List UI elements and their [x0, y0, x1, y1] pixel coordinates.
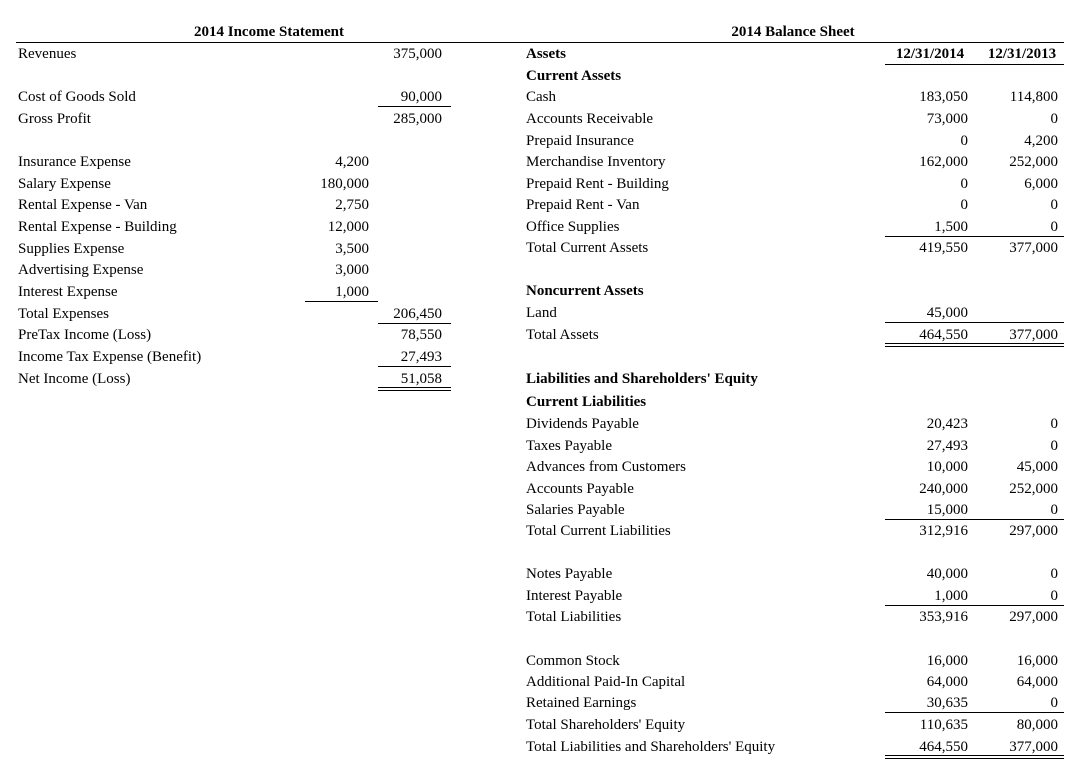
current-asset-value-2013: 0	[1050, 219, 1058, 235]
cogs-underline	[378, 106, 451, 107]
expense-value: 1,000	[335, 284, 369, 300]
equity-underline	[885, 712, 1064, 713]
noncurrent-liabilities-underline	[885, 605, 1064, 606]
net-income-label: Net Income (Loss)	[18, 371, 131, 387]
current-asset-value-2013: 0	[1050, 197, 1058, 213]
total-assets-2013: 377,000	[1009, 327, 1058, 343]
current-liability-label: Taxes Payable	[526, 438, 613, 454]
current-asset-value-2014: 0	[960, 133, 968, 149]
revenues-label: Revenues	[18, 46, 77, 62]
noncurrent-liability-label: Interest Payable	[526, 588, 623, 604]
total-current-liabilities-label: Total Current Liabilities	[526, 523, 671, 539]
equity-label: Additional Paid-In Capital	[526, 674, 686, 690]
current-liability-value-2013: 45,000	[1016, 459, 1058, 475]
tax-underline	[378, 366, 451, 367]
current-asset-value-2014: 1,500	[934, 219, 968, 235]
net-income-value: 51,058	[400, 371, 442, 387]
current-liability-label: Accounts Payable	[526, 481, 634, 497]
total-current-liabilities-2013: 297,000	[1009, 523, 1058, 539]
current-asset-value-2013: 6,000	[1024, 176, 1058, 192]
current-liability-label: Salaries Payable	[526, 502, 625, 518]
tax-value: 27,493	[400, 349, 442, 365]
current-liability-value-2013: 0	[1050, 502, 1058, 518]
expense-value: 3,500	[335, 241, 369, 257]
expense-label: Interest Expense	[18, 284, 118, 300]
balance-sheet-title: 2014 Balance Sheet	[731, 24, 855, 40]
cogs-label: Cost of Goods Sold	[18, 89, 136, 105]
current-liability-value-2013: 252,000	[1009, 481, 1058, 497]
column-header-2014: 12/31/2014	[895, 46, 965, 62]
pretax-value: 78,550	[400, 327, 442, 343]
land-underline	[885, 322, 1064, 323]
expense-label: Rental Expense - Building	[18, 219, 177, 235]
expense-label: Advertising Expense	[18, 262, 144, 278]
current-asset-label: Merchandise Inventory	[526, 154, 666, 170]
expense-label: Supplies Expense	[18, 241, 125, 257]
current-liability-value-2014: 10,000	[926, 459, 968, 475]
current-liability-value-2014: 240,000	[919, 481, 968, 497]
current-liabilities-underline	[885, 519, 1064, 520]
income-statement-title: 2014 Income Statement	[194, 24, 344, 40]
expense-label: Salary Expense	[18, 176, 111, 192]
total-assets-double-underline	[885, 343, 1064, 347]
expense-value: 3,000	[335, 262, 369, 278]
expense-value: 4,200	[335, 154, 369, 170]
current-asset-label: Office Supplies	[526, 219, 620, 235]
equity-value-2014: 64,000	[926, 674, 968, 690]
total-assets-label: Total Assets	[526, 327, 599, 343]
expenses-underline	[305, 301, 378, 302]
current-asset-value-2013: 252,000	[1009, 154, 1058, 170]
current-liability-label: Dividends Payable	[526, 416, 639, 432]
total-expenses-underline	[378, 323, 451, 324]
tax-label: Income Tax Expense (Benefit)	[18, 349, 202, 365]
cogs-value: 90,000	[400, 89, 442, 105]
noncurrent-liability-label: Notes Payable	[526, 566, 613, 582]
total-equity-label: Total Shareholders' Equity	[526, 717, 686, 733]
current-assets-heading: Current Assets	[526, 68, 622, 84]
total-liabilities-label: Total Liabilities	[526, 609, 622, 625]
total-current-assets-label: Total Current Assets	[526, 240, 649, 256]
current-asset-value-2014: 0	[960, 176, 968, 192]
liabilities-equity-heading: Liabilities and Shareholders' Equity	[526, 371, 758, 387]
equity-value-2013: 0	[1050, 695, 1058, 711]
noncurrent-liability-value-2014: 40,000	[926, 566, 968, 582]
total-current-liabilities-2014: 312,916	[919, 523, 968, 539]
total-liabilities-equity-label: Total Liabilities and Shareholders' Equity	[526, 739, 776, 755]
total-expenses-label: Total Expenses	[18, 306, 110, 322]
current-asset-label: Cash	[526, 89, 556, 105]
total-current-assets-2013: 377,000	[1009, 240, 1058, 256]
total-expenses-value: 206,450	[393, 306, 442, 322]
total-current-assets-2014: 419,550	[919, 240, 968, 256]
current-asset-value-2014: 73,000	[926, 111, 968, 127]
current-asset-value-2013: 114,800	[1009, 89, 1058, 105]
total-liabilities-equity-double-underline	[885, 755, 1064, 759]
current-asset-value-2014: 162,000	[919, 154, 968, 170]
land-value-2014: 45,000	[926, 305, 968, 321]
noncurrent-liability-value-2013: 0	[1050, 588, 1058, 604]
balance-title-rule	[522, 42, 1064, 43]
current-asset-value-2014: 183,050	[919, 89, 968, 105]
total-liabilities-equity-2014: 464,550	[919, 739, 968, 755]
equity-value-2014: 16,000	[926, 653, 968, 669]
current-asset-value-2013: 4,200	[1024, 133, 1058, 149]
gross-profit-label: Gross Profit	[18, 111, 91, 127]
assets-heading: Assets	[526, 46, 566, 62]
expense-label: Insurance Expense	[18, 154, 131, 170]
equity-label: Retained Earnings	[526, 695, 637, 711]
net-income-double-underline	[378, 387, 451, 391]
column-header-2013: 12/31/2013	[987, 46, 1057, 62]
column-header-underline	[885, 64, 1064, 65]
total-assets-2014: 464,550	[919, 327, 968, 343]
expense-value: 180,000	[320, 176, 369, 192]
land-label: Land	[526, 305, 557, 321]
total-liabilities-2013: 297,000	[1009, 609, 1058, 625]
current-asset-label: Prepaid Insurance	[526, 133, 634, 149]
total-equity-2014: 110,635	[919, 717, 968, 733]
gross-profit-value: 285,000	[393, 111, 442, 127]
current-asset-value-2014: 0	[960, 197, 968, 213]
noncurrent-assets-heading: Noncurrent Assets	[526, 283, 644, 299]
current-liability-value-2014: 20,423	[926, 416, 968, 432]
total-liabilities-2014: 353,916	[919, 609, 968, 625]
revenues-value: 375,000	[393, 46, 442, 62]
current-asset-label: Prepaid Rent - Van	[526, 197, 640, 213]
current-assets-underline	[885, 236, 1064, 237]
pretax-label: PreTax Income (Loss)	[18, 327, 152, 343]
current-liability-value-2014: 27,493	[926, 438, 968, 454]
current-liabilities-heading: Current Liabilities	[526, 394, 647, 410]
income-title-rule	[16, 42, 522, 43]
current-asset-label: Prepaid Rent - Building	[526, 176, 669, 192]
total-equity-2013: 80,000	[1016, 717, 1058, 733]
noncurrent-liability-value-2013: 0	[1050, 566, 1058, 582]
current-asset-value-2013: 0	[1050, 111, 1058, 127]
current-asset-label: Accounts Receivable	[526, 111, 654, 127]
noncurrent-liability-value-2014: 1,000	[934, 588, 968, 604]
expense-value: 12,000	[327, 219, 369, 235]
expense-label: Rental Expense - Van	[18, 197, 148, 213]
expense-value: 2,750	[335, 197, 369, 213]
equity-value-2014: 30,635	[926, 695, 968, 711]
current-liability-value-2013: 0	[1050, 438, 1058, 454]
equity-value-2013: 64,000	[1016, 674, 1058, 690]
equity-label: Common Stock	[526, 653, 620, 669]
current-liability-value-2014: 15,000	[926, 502, 968, 518]
current-liability-label: Advances from Customers	[526, 459, 686, 475]
total-liabilities-equity-2013: 377,000	[1009, 739, 1058, 755]
current-liability-value-2013: 0	[1050, 416, 1058, 432]
equity-value-2013: 16,000	[1016, 653, 1058, 669]
